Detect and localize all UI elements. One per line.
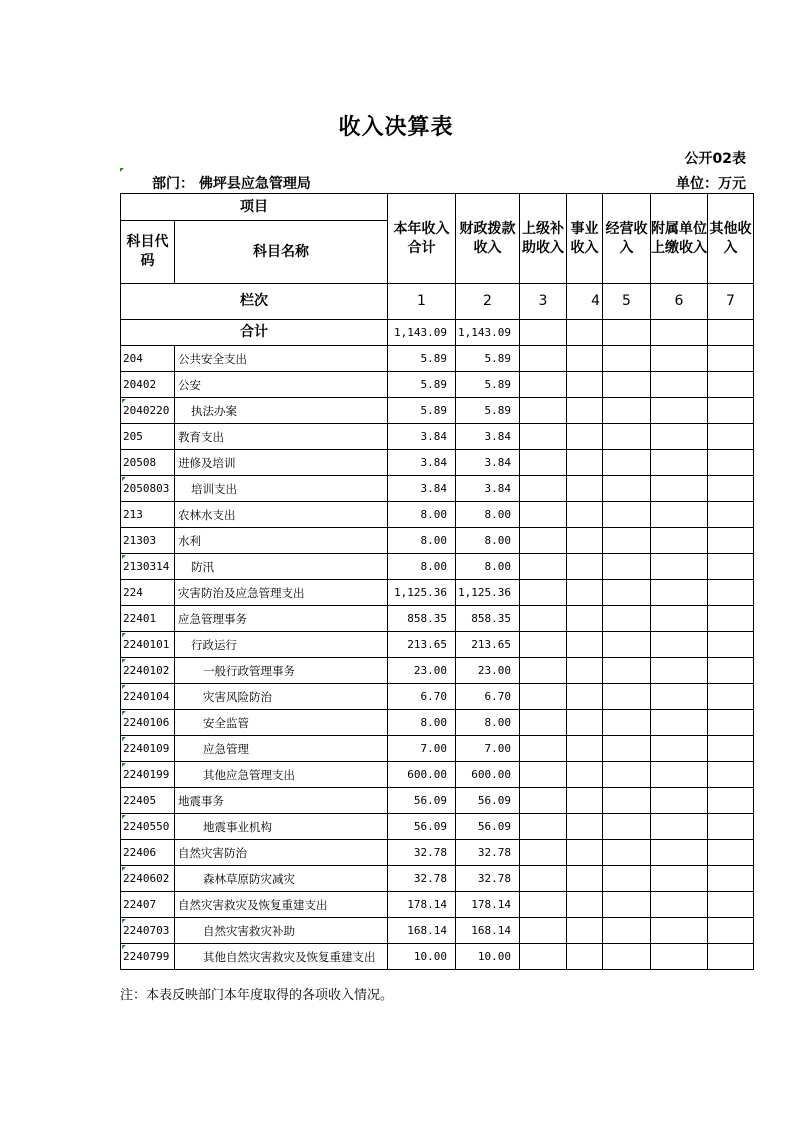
empty-cell <box>708 736 754 762</box>
header-affiliated: 附属单位上缴收入 <box>651 194 708 284</box>
empty-cell <box>520 346 567 372</box>
empty-cell <box>603 658 651 684</box>
total-income-cell: 8.00 <box>388 528 456 554</box>
table-row <box>121 528 754 554</box>
subject-name-cell: 教育支出 <box>175 424 388 450</box>
table-row <box>121 606 754 632</box>
empty-cell <box>603 892 651 918</box>
empty-cell <box>651 944 708 970</box>
header-finance: 财政拨款收入 <box>456 194 520 284</box>
subject-name-cell: 公共安全支出 <box>175 346 388 372</box>
empty-cell <box>603 476 651 502</box>
empty-cell <box>651 554 708 580</box>
finance-income-cell: 23.00 <box>456 658 520 684</box>
finance-income-cell: 6.70 <box>456 684 520 710</box>
empty-cell <box>567 606 603 632</box>
empty-cell <box>603 918 651 944</box>
total-row <box>121 320 754 346</box>
subject-name-cell: 培训支出 <box>175 476 388 502</box>
empty-cell <box>520 736 567 762</box>
empty-cell <box>567 528 603 554</box>
empty-cell <box>708 658 754 684</box>
subject-code-cell: 2130314 <box>121 554 175 580</box>
subject-code-cell: 22405 <box>121 788 175 814</box>
table-row <box>121 840 754 866</box>
table-row <box>121 684 754 710</box>
empty-cell <box>603 632 651 658</box>
empty-cell <box>603 424 651 450</box>
total-income-cell: 3.84 <box>388 450 456 476</box>
empty-cell <box>603 346 651 372</box>
subject-code-cell: 2240106 <box>121 710 175 736</box>
empty-cell <box>520 320 567 346</box>
empty-cell <box>651 892 708 918</box>
empty-cell <box>708 398 754 424</box>
empty-cell <box>603 788 651 814</box>
empty-cell <box>520 684 567 710</box>
empty-cell <box>603 866 651 892</box>
table-body <box>121 346 754 970</box>
header-total: 本年收入合计 <box>388 194 456 284</box>
income-table <box>120 193 754 970</box>
total-finance: 1,143.09 <box>456 320 520 346</box>
total-income-cell: 600.00 <box>388 762 456 788</box>
empty-cell <box>708 788 754 814</box>
total-income-cell: 10.00 <box>388 944 456 970</box>
empty-cell <box>520 424 567 450</box>
total-income-cell: 5.89 <box>388 372 456 398</box>
empty-cell <box>520 918 567 944</box>
empty-cell <box>567 476 603 502</box>
subject-name-cell: 行政运行 <box>175 632 388 658</box>
total-income-cell: 3.84 <box>388 424 456 450</box>
total-income-cell: 168.14 <box>388 918 456 944</box>
empty-cell <box>651 866 708 892</box>
finance-income-cell: 5.89 <box>456 398 520 424</box>
empty-cell <box>567 632 603 658</box>
empty-cell <box>651 788 708 814</box>
finance-income-cell: 56.09 <box>456 788 520 814</box>
total-income-cell: 8.00 <box>388 710 456 736</box>
total-income-cell: 213.65 <box>388 632 456 658</box>
empty-cell <box>708 528 754 554</box>
subject-code-cell: 2240102 <box>121 658 175 684</box>
empty-cell <box>651 736 708 762</box>
subject-name-cell: 水利 <box>175 528 388 554</box>
cell-marker <box>120 168 124 172</box>
finance-income-cell: 213.65 <box>456 632 520 658</box>
subject-name-cell: 灾害防治及应急管理支出 <box>175 580 388 606</box>
empty-cell <box>651 814 708 840</box>
empty-cell <box>603 554 651 580</box>
empty-cell <box>567 554 603 580</box>
empty-cell <box>520 788 567 814</box>
empty-cell <box>603 684 651 710</box>
table-row <box>121 736 754 762</box>
empty-cell <box>708 606 754 632</box>
table-row <box>121 944 754 970</box>
subject-code-cell: 2240703 <box>121 918 175 944</box>
finance-income-cell: 3.84 <box>456 476 520 502</box>
empty-cell <box>708 580 754 606</box>
empty-cell <box>651 320 708 346</box>
finance-income-cell: 10.00 <box>456 944 520 970</box>
total-income-cell: 3.84 <box>388 476 456 502</box>
col-num: 6 <box>651 284 708 320</box>
empty-cell <box>651 398 708 424</box>
empty-cell <box>567 710 603 736</box>
col-num: 2 <box>456 284 520 320</box>
empty-cell <box>708 762 754 788</box>
subject-name-cell: 农林水支出 <box>175 502 388 528</box>
footnote: 注：本表反映部门本年度取得的各项收入情况。 <box>120 988 394 1003</box>
subject-name-cell: 其他应急管理支出 <box>175 762 388 788</box>
empty-cell <box>708 814 754 840</box>
total-income-cell: 8.00 <box>388 554 456 580</box>
empty-cell <box>651 918 708 944</box>
unit-label: 单位：万元 <box>676 176 746 192</box>
empty-cell <box>520 892 567 918</box>
subject-code-cell: 21303 <box>121 528 175 554</box>
finance-income-cell: 7.00 <box>456 736 520 762</box>
table-row <box>121 892 754 918</box>
empty-cell <box>567 736 603 762</box>
empty-cell <box>520 658 567 684</box>
header-row-index: 栏次 <box>121 284 388 320</box>
subject-name-cell: 执法办案 <box>175 398 388 424</box>
empty-cell <box>567 424 603 450</box>
subject-name-cell: 公安 <box>175 372 388 398</box>
subject-code-cell: 204 <box>121 346 175 372</box>
subject-name-cell: 应急管理 <box>175 736 388 762</box>
empty-cell <box>603 710 651 736</box>
finance-income-cell: 1,125.36 <box>456 580 520 606</box>
empty-cell <box>708 840 754 866</box>
empty-cell <box>567 450 603 476</box>
table-row <box>121 554 754 580</box>
empty-cell <box>520 450 567 476</box>
subject-code-cell: 213 <box>121 502 175 528</box>
empty-cell <box>520 762 567 788</box>
subject-code-cell: 22406 <box>121 840 175 866</box>
empty-cell <box>603 320 651 346</box>
table-row <box>121 814 754 840</box>
finance-income-cell: 5.89 <box>456 346 520 372</box>
table-row <box>121 346 754 372</box>
total-income-cell: 5.89 <box>388 398 456 424</box>
total-income-cell: 178.14 <box>388 892 456 918</box>
empty-cell <box>520 502 567 528</box>
finance-income-cell: 858.35 <box>456 606 520 632</box>
empty-cell <box>520 398 567 424</box>
header-other: 其他收入 <box>708 194 754 284</box>
subject-code-cell: 2240199 <box>121 762 175 788</box>
empty-cell <box>708 372 754 398</box>
empty-cell <box>651 372 708 398</box>
subject-name-cell: 自然灾害救灾补助 <box>175 918 388 944</box>
empty-cell <box>567 658 603 684</box>
table-row <box>121 918 754 944</box>
subject-code-cell: 2240799 <box>121 944 175 970</box>
empty-cell <box>520 814 567 840</box>
empty-cell <box>708 632 754 658</box>
empty-cell <box>603 450 651 476</box>
department-label: 部门： 佛坪县应急管理局 <box>152 176 311 192</box>
header-superior: 上级补助收入 <box>520 194 567 284</box>
empty-cell <box>708 684 754 710</box>
subject-code-cell: 2240104 <box>121 684 175 710</box>
empty-cell <box>567 944 603 970</box>
empty-cell <box>567 788 603 814</box>
empty-cell <box>520 476 567 502</box>
subject-name-cell: 地震事务 <box>175 788 388 814</box>
finance-income-cell: 8.00 <box>456 710 520 736</box>
finance-income-cell: 178.14 <box>456 892 520 918</box>
table-row <box>121 658 754 684</box>
empty-cell <box>708 918 754 944</box>
empty-cell <box>708 710 754 736</box>
total-label: 合计 <box>121 320 388 346</box>
empty-cell <box>567 866 603 892</box>
subject-name-cell: 一般行政管理事务 <box>175 658 388 684</box>
table-row <box>121 502 754 528</box>
subject-code-cell: 2240101 <box>121 632 175 658</box>
total-income-cell: 6.70 <box>388 684 456 710</box>
empty-cell <box>603 398 651 424</box>
table-row <box>121 788 754 814</box>
empty-cell <box>520 554 567 580</box>
subject-code-cell: 22407 <box>121 892 175 918</box>
subject-code-cell: 22401 <box>121 606 175 632</box>
subject-code-cell: 20402 <box>121 372 175 398</box>
empty-cell <box>520 944 567 970</box>
col-num: 1 <box>388 284 456 320</box>
table-row <box>121 398 754 424</box>
empty-cell <box>520 606 567 632</box>
subject-name-cell: 防汛 <box>175 554 388 580</box>
empty-cell <box>520 866 567 892</box>
subject-code-cell: 2050803 <box>121 476 175 502</box>
empty-cell <box>603 762 651 788</box>
header-subject-name: 科目名称 <box>175 221 388 284</box>
empty-cell <box>708 866 754 892</box>
col-num: 4 <box>567 284 603 320</box>
empty-cell <box>651 710 708 736</box>
finance-income-cell: 168.14 <box>456 918 520 944</box>
empty-cell <box>708 424 754 450</box>
empty-cell <box>708 892 754 918</box>
total-income-cell: 858.35 <box>388 606 456 632</box>
col-num: 5 <box>603 284 651 320</box>
empty-cell <box>708 944 754 970</box>
header-business: 事业收入 <box>567 194 603 284</box>
empty-cell <box>708 476 754 502</box>
empty-cell <box>603 944 651 970</box>
empty-cell <box>603 528 651 554</box>
subject-code-cell: 2040220 <box>121 398 175 424</box>
finance-income-cell: 56.09 <box>456 814 520 840</box>
empty-cell <box>567 502 603 528</box>
subject-code-cell: 2240602 <box>121 866 175 892</box>
total-income-cell: 56.09 <box>388 814 456 840</box>
empty-cell <box>708 502 754 528</box>
total-income-cell: 56.09 <box>388 788 456 814</box>
total-income-cell: 1,125.36 <box>388 580 456 606</box>
empty-cell <box>708 320 754 346</box>
table-row <box>121 424 754 450</box>
empty-cell <box>651 606 708 632</box>
empty-cell <box>567 372 603 398</box>
empty-cell <box>520 710 567 736</box>
table-row <box>121 372 754 398</box>
subject-code-cell: 205 <box>121 424 175 450</box>
col-num: 7 <box>708 284 754 320</box>
empty-cell <box>520 580 567 606</box>
finance-income-cell: 3.84 <box>456 424 520 450</box>
finance-income-cell: 8.00 <box>456 554 520 580</box>
subject-name-cell: 自然灾害救灾及恢复重建支出 <box>175 892 388 918</box>
empty-cell <box>567 580 603 606</box>
header-subject-code: 科目代码 <box>121 221 175 284</box>
subject-name-cell: 应急管理事务 <box>175 606 388 632</box>
empty-cell <box>651 632 708 658</box>
subject-code-cell: 20508 <box>121 450 175 476</box>
total-income-cell: 7.00 <box>388 736 456 762</box>
empty-cell <box>651 476 708 502</box>
empty-cell <box>567 398 603 424</box>
finance-income-cell: 600.00 <box>456 762 520 788</box>
subject-name-cell: 安全监管 <box>175 710 388 736</box>
empty-cell <box>567 320 603 346</box>
finance-income-cell: 3.84 <box>456 450 520 476</box>
empty-cell <box>520 528 567 554</box>
finance-income-cell: 8.00 <box>456 528 520 554</box>
subject-name-cell: 地震事业机构 <box>175 814 388 840</box>
col-num: 3 <box>520 284 567 320</box>
finance-income-cell: 8.00 <box>456 502 520 528</box>
total-income-cell: 8.00 <box>388 502 456 528</box>
empty-cell <box>567 814 603 840</box>
subject-name-cell: 森林草原防灾减灾 <box>175 866 388 892</box>
empty-cell <box>708 554 754 580</box>
table-row <box>121 866 754 892</box>
empty-cell <box>651 684 708 710</box>
finance-income-cell: 32.78 <box>456 840 520 866</box>
empty-cell <box>567 684 603 710</box>
empty-cell <box>603 502 651 528</box>
empty-cell <box>603 372 651 398</box>
empty-cell <box>603 606 651 632</box>
empty-cell <box>651 762 708 788</box>
subject-code-cell: 224 <box>121 580 175 606</box>
empty-cell <box>708 346 754 372</box>
empty-cell <box>651 502 708 528</box>
empty-cell <box>603 580 651 606</box>
empty-cell <box>520 632 567 658</box>
empty-cell <box>651 424 708 450</box>
header-operation: 经营收入 <box>603 194 651 284</box>
table-row <box>121 762 754 788</box>
empty-cell <box>567 840 603 866</box>
empty-cell <box>520 372 567 398</box>
table-row <box>121 580 754 606</box>
subject-name-cell: 其他自然灾害救灾及恢复重建支出 <box>175 944 388 970</box>
total-income-cell: 32.78 <box>388 840 456 866</box>
total-income-cell: 32.78 <box>388 866 456 892</box>
empty-cell <box>651 658 708 684</box>
empty-cell <box>603 736 651 762</box>
empty-cell <box>708 450 754 476</box>
empty-cell <box>603 840 651 866</box>
table-row <box>121 710 754 736</box>
subject-code-cell: 2240109 <box>121 736 175 762</box>
empty-cell <box>651 840 708 866</box>
empty-cell <box>567 892 603 918</box>
subject-code-cell: 2240550 <box>121 814 175 840</box>
empty-cell <box>651 346 708 372</box>
subject-name-cell: 自然灾害防治 <box>175 840 388 866</box>
empty-cell <box>651 450 708 476</box>
form-code: 公开02表 <box>684 151 746 167</box>
header-item: 项目 <box>121 194 388 221</box>
page-title: 收入决算表 <box>338 115 454 140</box>
empty-cell <box>567 918 603 944</box>
subject-name-cell: 灾害风险防治 <box>175 684 388 710</box>
finance-income-cell: 5.89 <box>456 372 520 398</box>
empty-cell <box>567 762 603 788</box>
finance-income-cell: 32.78 <box>456 866 520 892</box>
empty-cell <box>567 346 603 372</box>
subject-name-cell: 进修及培训 <box>175 450 388 476</box>
table-row <box>121 632 754 658</box>
empty-cell <box>651 580 708 606</box>
empty-cell <box>603 814 651 840</box>
empty-cell <box>651 528 708 554</box>
total-income-cell: 5.89 <box>388 346 456 372</box>
table-row <box>121 476 754 502</box>
total-income-cell: 23.00 <box>388 658 456 684</box>
total-total: 1,143.09 <box>388 320 456 346</box>
empty-cell <box>520 840 567 866</box>
table-row <box>121 450 754 476</box>
